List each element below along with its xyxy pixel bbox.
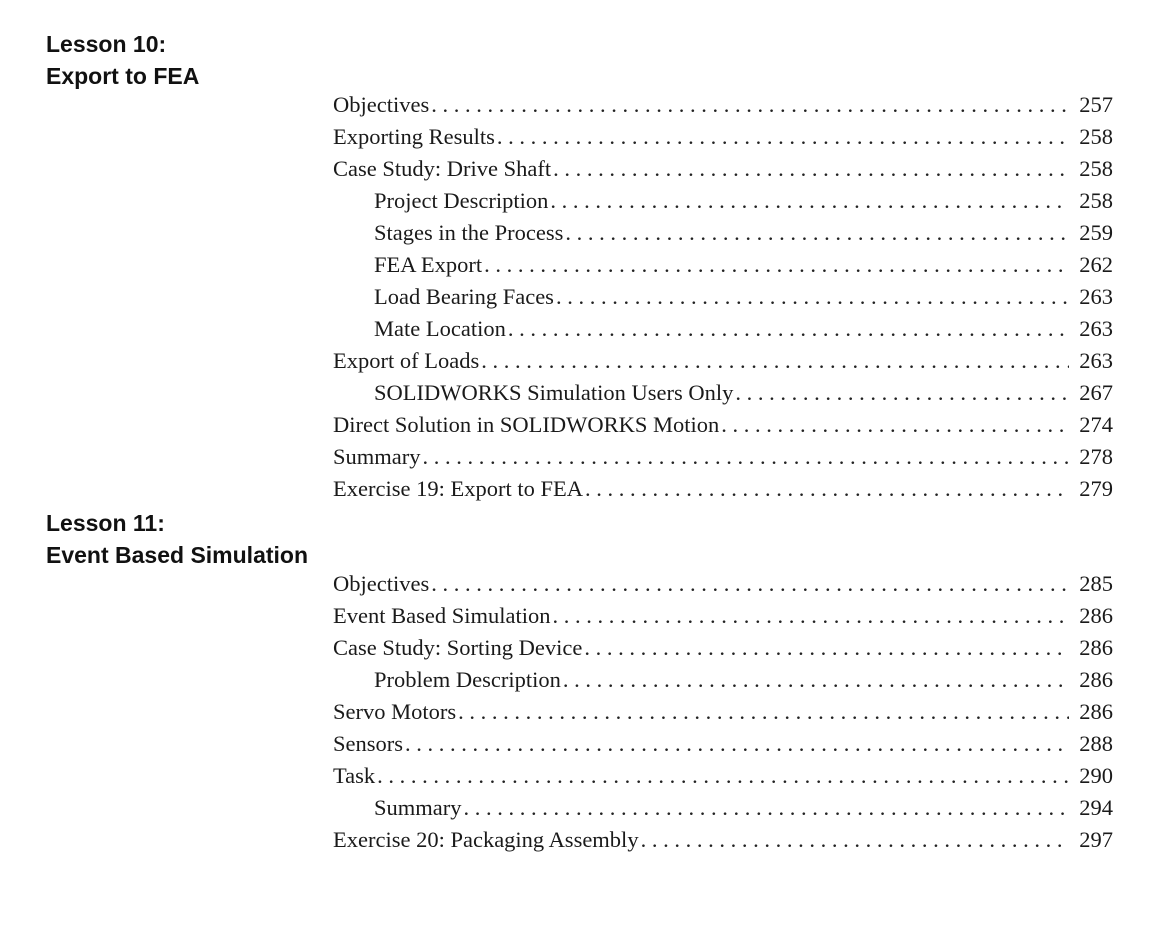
lesson-label: Lesson 10: — [46, 31, 167, 57]
toc-entry-title: Exporting Results — [333, 124, 495, 149]
dot-leader — [458, 696, 1069, 728]
dot-leader — [481, 345, 1069, 377]
toc-entry[interactable] — [333, 121, 1113, 153]
toc-entry[interactable] — [333, 632, 1113, 664]
lesson-title: Event Based Simulation — [46, 542, 309, 568]
toc-entry-page-number: 263 — [1079, 284, 1113, 309]
toc-entry-page-number: 259 — [1079, 220, 1113, 245]
toc-entry[interactable] — [333, 281, 1113, 313]
dot-leader — [735, 377, 1069, 409]
toc-entry[interactable] — [333, 600, 1113, 632]
lesson-10-entries — [333, 89, 1113, 505]
lesson-10-heading — [46, 28, 199, 92]
toc-entry-page-number: 263 — [1079, 316, 1113, 341]
dot-leader — [721, 409, 1069, 441]
toc-entry-title: Stages in the Process — [374, 220, 564, 245]
toc-entry-title: Servo Motors — [333, 699, 457, 724]
toc-entry[interactable] — [333, 185, 1113, 217]
dot-leader — [584, 632, 1069, 664]
toc-entry-page-number: 257 — [1079, 92, 1113, 117]
dot-leader — [484, 249, 1069, 281]
toc-entry-page-number: 285 — [1079, 571, 1113, 596]
dot-leader — [431, 89, 1069, 121]
dot-leader — [423, 441, 1070, 473]
dot-leader — [550, 185, 1069, 217]
toc-entry-title: Summary — [333, 444, 421, 469]
toc-entry-title: Objectives — [333, 92, 430, 117]
toc-entry-title: Mate Location — [374, 316, 506, 341]
toc-entry-title: Exercise 19: Export to FEA — [333, 476, 583, 501]
toc-entry-page-number: 290 — [1079, 763, 1113, 788]
toc-entry-title: Direct Solution in SOLIDWORKS Motion — [333, 412, 720, 437]
toc-entry[interactable] — [333, 313, 1113, 345]
dot-leader — [497, 121, 1069, 153]
toc-entry[interactable] — [333, 153, 1113, 185]
toc-entry-title: FEA Export — [374, 252, 483, 277]
lesson-title: Export to FEA — [46, 63, 200, 89]
toc-entry-page-number: 294 — [1079, 795, 1113, 820]
dot-leader — [563, 664, 1069, 696]
toc-entry-page-number: 258 — [1079, 156, 1113, 181]
toc-entry[interactable] — [333, 728, 1113, 760]
toc-entry[interactable] — [333, 441, 1113, 473]
toc-entry-page-number: 267 — [1079, 380, 1113, 405]
toc-entry-page-number: 279 — [1079, 476, 1113, 501]
toc-entry[interactable] — [333, 249, 1113, 281]
dot-leader — [464, 792, 1070, 824]
dot-leader — [585, 473, 1069, 505]
toc-entry-page-number: 286 — [1079, 603, 1113, 628]
dot-leader — [641, 824, 1069, 856]
toc-entry-title: Export of Loads — [333, 348, 480, 373]
toc-entry-page-number: 274 — [1079, 412, 1113, 437]
toc-entry-title: Summary — [374, 795, 462, 820]
dot-leader — [508, 313, 1069, 345]
toc-entry-title: Exercise 20: Packaging Assembly — [333, 827, 639, 852]
dot-leader — [377, 760, 1069, 792]
dot-leader — [405, 728, 1069, 760]
dot-leader — [552, 600, 1069, 632]
dot-leader — [565, 217, 1069, 249]
toc-entry[interactable] — [333, 792, 1113, 824]
toc-entry-title: Problem Description — [374, 667, 561, 692]
toc-entry-page-number: 258 — [1079, 188, 1113, 213]
toc-entry-page-number: 262 — [1079, 252, 1113, 277]
toc-entry[interactable] — [333, 824, 1113, 856]
lesson-11-entries — [333, 568, 1113, 856]
toc-entry[interactable] — [333, 473, 1113, 505]
toc-entry[interactable] — [333, 696, 1113, 728]
toc-entry-page-number: 278 — [1079, 444, 1113, 469]
toc-entry-title: Case Study: Sorting Device — [333, 635, 583, 660]
lesson-11-heading — [46, 507, 308, 571]
toc-entry-title: Task — [333, 763, 376, 788]
toc-entry-page-number: 288 — [1079, 731, 1113, 756]
toc-entry[interactable] — [333, 89, 1113, 121]
toc-entry-page-number: 263 — [1079, 348, 1113, 373]
toc-entry-page-number: 286 — [1079, 635, 1113, 660]
toc-entry-page-number: 297 — [1079, 827, 1113, 852]
toc-entry-title: Load Bearing Faces — [374, 284, 554, 309]
toc-entry[interactable] — [333, 217, 1113, 249]
dot-leader — [553, 153, 1069, 185]
toc-entry[interactable] — [333, 760, 1113, 792]
toc-entry[interactable] — [333, 377, 1113, 409]
dot-leader — [431, 568, 1069, 600]
toc-entry[interactable] — [333, 409, 1113, 441]
toc-entry-title: Case Study: Drive Shaft — [333, 156, 552, 181]
toc-entry-page-number: 286 — [1079, 699, 1113, 724]
toc-entry-page-number: 258 — [1079, 124, 1113, 149]
toc-entry-title: Event Based Simulation — [333, 603, 551, 628]
toc-entry[interactable] — [333, 345, 1113, 377]
toc-entry-title: Objectives — [333, 571, 430, 596]
toc-entry-title: SOLIDWORKS Simulation Users Only — [374, 380, 734, 405]
dot-leader — [556, 281, 1069, 313]
toc-entry-page-number: 286 — [1079, 667, 1113, 692]
toc-entry-title: Project Description — [374, 188, 549, 213]
lesson-label: Lesson 11: — [46, 510, 165, 536]
toc-entry[interactable] — [333, 664, 1113, 696]
toc-entry[interactable] — [333, 568, 1113, 600]
toc-entry-title: Sensors — [333, 731, 404, 756]
